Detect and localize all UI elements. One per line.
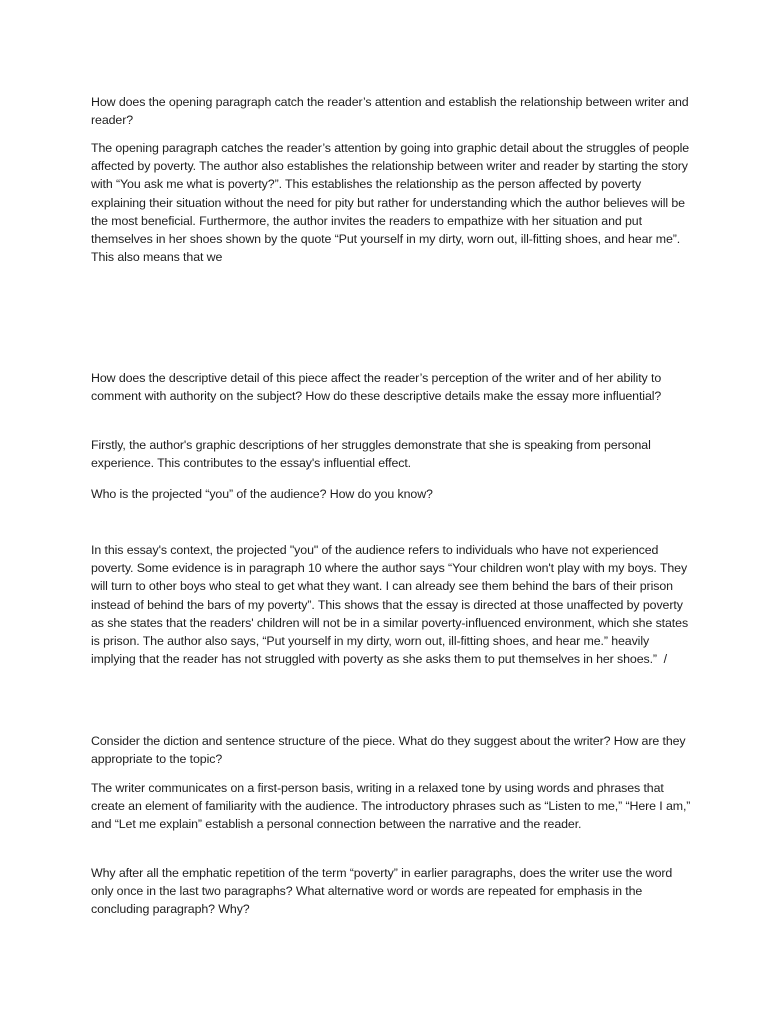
- question-opening-paragraph: How does the opening paragraph catch the reader’s attention and establish the relationship between writer and reader?: [91, 95, 692, 128]
- answer-diction-structure: The writer communicates on a first-person basis, writing in a relaxed tone by using words and phrases that create an element of familiarity with the audience. The introductory phrases such as “Listen to me,” “Here I am,” and “Let me explain” establish a personal connection between the narrative and the reader.: [91, 781, 694, 832]
- answer-opening-paragraph: The opening paragraph catches the reader’s attention by going into graphic detail about the struggles of people affected by poverty. The author also establishes the relationship between writer and reader by starting the story with “You ask me what is poverty?”. This establishes the relationship as the person affected by poverty explaining their situation without the need for pity but rather for understanding which the author believes will be the most beneficial. Furthermore, the author invites the readers to empathize with her situation and put themselves in her shoes shown by the quote “Put yourself in my dirty, worn out, ill-fitting shoes, and hear me”. This also means that we: [91, 141, 693, 265]
- question-projected-you: Who is the projected “you” of the audience? How do you know?: [91, 487, 433, 501]
- answer-descriptive-detail: Firstly, the author's graphic descriptions of her struggles demonstrate that she is speaking from personal experience. This contributes to the essay's influential effect.: [91, 438, 655, 471]
- answer-projected-you: In this essay's context, the projected "you" of the audience refers to individuals who have not experienced poverty. Some evidence is in paragraph 10 where the author says “Your children won't play with my boys. They will turn to other boys who steal to get what they want. I can already see them behind the bars of their prison instead of behind the bars of my poverty”. This shows that the essay is directed at those unaffected by poverty as she states that the readers' children will not be in a similar poverty-influenced environment, which she states is prison. The author also says, “Put yourself in my dirty, worn out, ill-fitting shoes, and hear me.” heavily implying that the reader has not struggled with poverty as she asks them to put themselves in her shoes.” /: [91, 543, 692, 667]
- question-repetition-poverty: Why after all the emphatic repetition of the term “poverty” in earlier paragraphs, does the writer use the word only once in the last two paragraphs? What alternative word or words are repeated for emphasis in the concluding paragraph? Why?: [91, 866, 676, 917]
- question-descriptive-detail: How does the descriptive detail of this piece affect the reader’s perception of the writer and of her ability to comment with authority on the subject? How do these descriptive details make the essay more influential?: [91, 371, 665, 404]
- question-diction-structure: Consider the diction and sentence structure of the piece. What do they suggest about the writer? How are they appropriate to the topic?: [91, 734, 689, 767]
